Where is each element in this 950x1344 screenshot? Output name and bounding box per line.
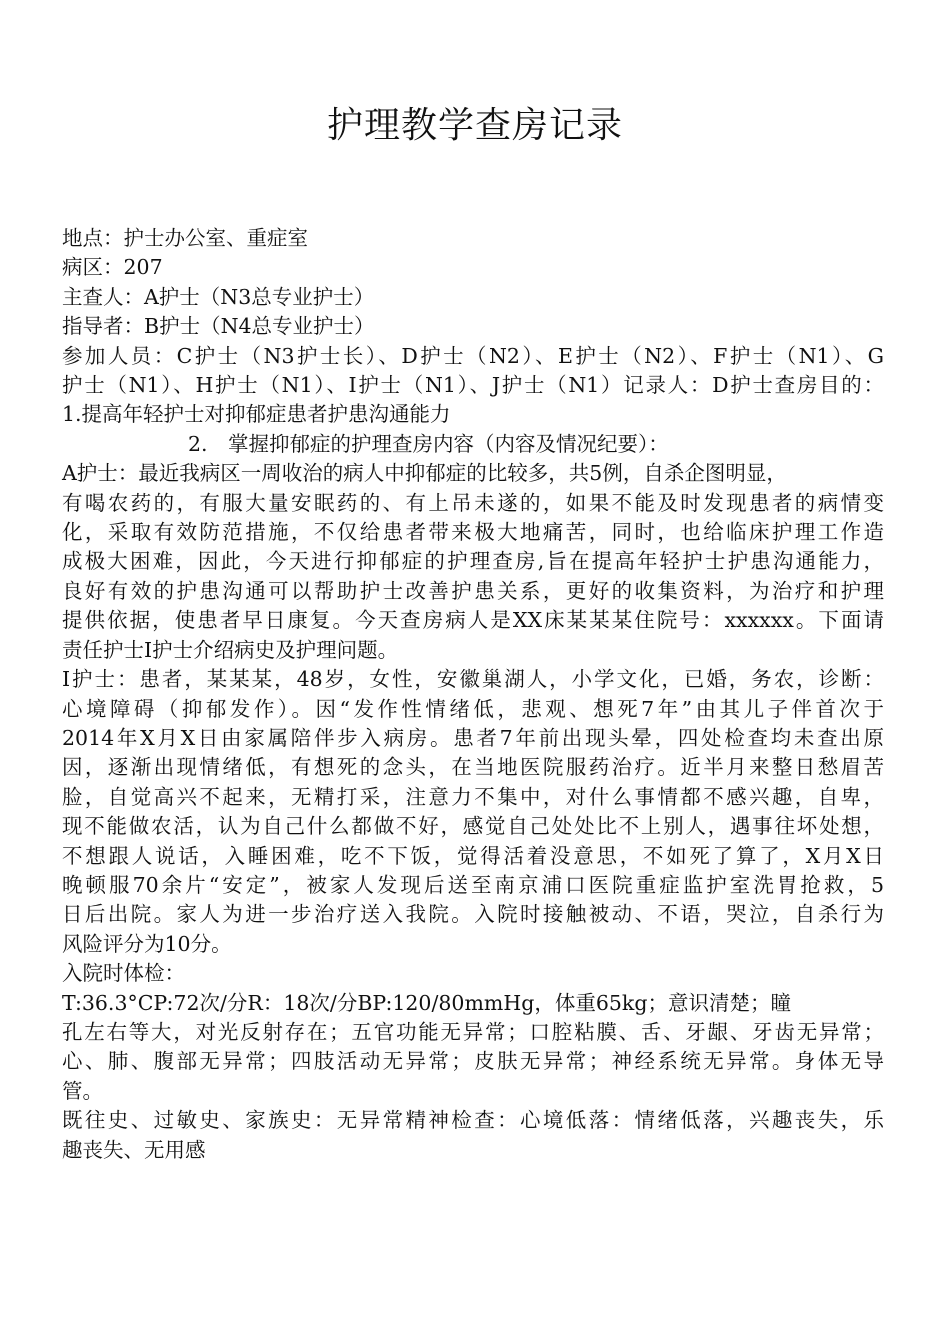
physical-exam-line: 管。: [62, 1078, 103, 1103]
purpose-item-2: 2. 掌握抑郁症的护理查房内容（内容及情况纪要）：: [188, 431, 669, 456]
nurse-i-paragraph-line: 风险评分为10分。: [62, 931, 232, 956]
nurse-a-paragraph-line: 责任护士I护士介绍病史及护理问题。: [62, 637, 399, 662]
ward-line: 病区：207: [62, 255, 163, 280]
history-line: 既往史、过敏史、家族史：无异常精神检查：心境低落：情绪低落，兴趣丧失，乐: [62, 1108, 884, 1133]
instructor-line: 指导者：B护士（N4总专业护士）: [62, 314, 375, 339]
nurse-i-paragraph-line: 日后出院。家人为进一步治疗送入我院。入院时接触被动、不语，哭泣，自杀行为: [62, 902, 884, 927]
nurse-i-paragraph-line: I护士：患者，某某某，48岁，女性，安徽巢湖人，小学文化，已婚，务农，诊断：: [62, 667, 884, 692]
nurse-a-paragraph-line: 提供依据，使患者早日康复。今天查房病人是XX床某某某住院号：xxxxxx。下面请: [62, 608, 884, 633]
history-line: 趣丧失、无用感: [62, 1137, 206, 1162]
nurse-i-paragraph-line: 因，逐渐出现情绪低，有想死的念头，在当地医院服药治疗。近半月来整日愁眉苦: [62, 755, 884, 780]
nurse-a-paragraph-line: 成极大困难，因此，今天进行抑郁症的护理查房,旨在提高年轻护士护患沟通能力，: [62, 549, 884, 574]
nurse-a-paragraph-line: 化，采取有效防范措施，不仅给患者带来极大地痛苦，同时，也给临床护理工作造: [62, 520, 884, 545]
document-title: 护理教学查房记录: [326, 105, 623, 146]
admission-exam-heading: 入院时体检：: [62, 961, 185, 986]
purpose-item-1: 1.提高年轻护士对抑郁症患者护患沟通能力: [62, 402, 451, 427]
physical-exam-line: 心、肺、腹部无异常；四肢活动无异常；皮肤无异常；神经系统无异常。身体无导: [62, 1049, 884, 1074]
location-line: 地点：护士办公室、重症室: [62, 226, 308, 250]
chief-examiner-line: 主查人：A护士（N3总专业护士）: [62, 284, 375, 309]
nurse-a-paragraph-line: A护士：最近我病区一周收治的病人中抑郁症的比较多，共5例，自杀企图明显，: [62, 461, 787, 486]
physical-exam-line: 孔左右等大，对光反射存在；五官功能无异常；口腔粘膜、舌、牙龈、牙齿无异常；: [62, 1019, 884, 1044]
nurse-i-paragraph-line: 现不能做农活，认为自己什么都做不好，感觉自己处处比不上别人，遇事往坏处想，: [62, 814, 884, 839]
participants-line: 参加人员：C护士（N3护士长）、D护士（N2）、E护士（N2）、F护士（N1）、G: [62, 343, 884, 368]
participants-line-continued: 护士（N1）、H护士（N1）、I护士（N1）、J护士（N1）记录人：D护士查房目的：: [62, 373, 884, 398]
nurse-i-paragraph-line: 不想跟人说话，入睡困难，吃不下饭，觉得活着没意思，不如死了算了，X月X日: [62, 843, 884, 868]
nurse-i-paragraph-line: 脸，自觉高兴不起来，无精打采，注意力不集中，对什么事情都不感兴趣，自卑，: [62, 784, 884, 809]
nurse-a-paragraph-line: 有喝农药的，有服大量安眠药的、有上吊未遂的，如果不能及时发现患者的病情变: [62, 490, 884, 515]
nurse-i-paragraph-line: 2014年X月X日由家属陪伴步入病房。患者7年前出现头晕，四处检查均未查出原: [62, 725, 884, 750]
document-body: [62, 224, 884, 1165]
nurse-i-paragraph-line: 晚顿服70余片“安定”，被家人发现后送至南京浦口医院重症监护室洗胃抢救，5: [62, 872, 884, 897]
nurse-a-paragraph-line: 良好有效的护患沟通可以帮助护士改善护患关系，更好的收集资料，为治疗和护理: [62, 578, 884, 603]
vital-signs-line: T:36.3°CP:72次/分R：18次/分BP:120/80mmHg，体重65kg；意识清楚；瞳: [62, 990, 791, 1015]
nurse-i-paragraph-line: 心境障碍（抑郁发作）。因“发作性情绪低，悲观、想死7年”由其儿子伴首次于: [62, 696, 884, 721]
